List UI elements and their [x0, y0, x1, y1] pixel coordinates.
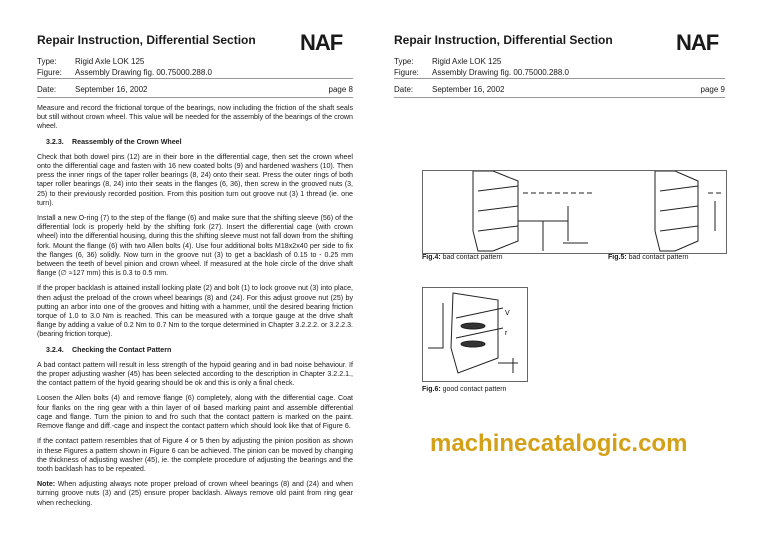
note-label: Note: — [37, 480, 56, 489]
paragraph: Loosen the Allen bolts (4) and remove flange (6) completely, along with the differential cage. Coat four flanks on the ring gear with a thin layer of oil based marking paint and assemble differential cage and flange. Turn the pinion to and fro such that the contact pattern is marked on the paint. Remove flange and diff.-cage and inspect the contact pattern which should look like that of Figure 6. — [37, 394, 353, 431]
paragraph: Install a new O-ring (7) to the step of the flange (6) and make sure that the shifting sleeve (56) of the differential lock is properly held by the shifting fork (27). Insert the differential cage (with crown wheel) into the differential housing, during this the shifting sleeve must not fall down from the shifting fork. Mount the flange (6) with two Allen bolts (4). Use four additional bolts M18x2x40 per side to fix the flanges (6, 36) solidly. Now turn in the groove nut (3) to get a backlash of 0.15 to - 0.25 mm between the teeth of bevel pinion and crown wheel. If measured at the hole circle of the drive shaft flange (∅ ≈127 mm) this is 0.3 to 0.5 mm. — [37, 214, 353, 278]
paragraph: Measure and record the frictional torque of the bearings, now including the friction of the shaft seals but still without crown wheel. This value will be needed for the assembly of the bearings of the crown wheel. — [37, 104, 353, 131]
figure-4-5-frame — [422, 170, 727, 254]
divider — [394, 78, 725, 79]
type-label: Type: — [394, 57, 414, 66]
fig-caption: good contact pattern — [440, 386, 507, 393]
figure-label: Figure: — [394, 68, 419, 77]
note — [37, 480, 353, 508]
mark-r: r — [505, 330, 508, 337]
fig-label: Fig.6: — [422, 386, 441, 393]
naf-logo: NAF — [300, 30, 343, 55]
body-text — [37, 104, 353, 514]
figure-caption — [422, 254, 503, 261]
section-title: Checking the Contact Pattern — [72, 345, 172, 354]
figure-label: Figure: — [37, 68, 62, 77]
page-number: page 9 — [700, 85, 725, 94]
paragraph: If the contact pattern resembles that of Figure 4 or 5 then by adjusting the pinion position as shown in these Figures a pattern shown in Figure 6 can be achieved. The pinion can be moved by changing the thickness of adjusting washer (45), ie. the complete procedure of adjusting the bearings and the tooth backlash has to be repeated. — [37, 437, 353, 473]
naf-logo: NAF — [676, 30, 719, 55]
gear-diagram — [423, 171, 726, 253]
date-label: Date: — [37, 85, 57, 94]
type-label: Type: — [37, 57, 57, 66]
header-meta — [37, 56, 212, 78]
figure-caption — [422, 386, 506, 393]
fig-label: Fig.4: — [422, 254, 441, 261]
section-heading — [37, 346, 353, 355]
figure-caption — [608, 254, 689, 261]
section-title: Reassembly of the Crown Wheel — [72, 137, 182, 146]
divider — [37, 97, 353, 98]
fig-label: Fig.5: — [608, 254, 627, 261]
divider — [394, 97, 725, 98]
mark-v: V — [505, 310, 510, 317]
page-number: page 8 — [328, 85, 353, 94]
header-date — [394, 84, 725, 95]
fig-caption: bad contact pattern — [440, 254, 503, 261]
type-value: Rigid Axle LOK 125 — [75, 57, 145, 66]
paragraph: Check that both dowel pins (12) are in their bore in the differential cage, then set the crown wheel onto the differential cage and fasten with 16 new coated bolts (9) and hardened washers (10). Then press the inner rings of the taper roller bearings (8, 24) onto their seat. Press the outer rings of both taper roller bearings (8, 24) into their seats in the flanges (6, 36), then screw in the grooved nuts (3, 25) to their previously recorded position. From this position turn out groove nut (3) 1 thread (ie. one turn). — [37, 152, 353, 207]
page-title: Repair Instruction, Differential Section — [37, 33, 256, 47]
header-meta — [394, 56, 569, 78]
note-text: When adjusting always note proper preload of crown wheel bearings (8) and (24) and when turning groove nuts (3) and (25) ensure proper backlash. Always remove old paint from ring gear when rechecking. — [37, 480, 353, 507]
fig-caption: bad contact pattern — [626, 254, 689, 261]
figure-value: Assembly Drawing fig. 00.75000.288.0 — [75, 68, 212, 77]
paragraph: If the proper backlash is attained install locking plate (2) and bolt (1) to lock groove nut (3) into place, then adjust the preload of the crown wheel bearings (8) and (24). For this adjust groove nut (25) by putting an arbor into one of the grooves and hitting with a hammer, until the desired bearing friction torque of 1.0 to 3.0 Nm is reached. This can be measured with a torque gauge at the drive shaft flange by adding a value of 0.2 Nm to 0.7 Nm to the torque determined in Chapter 3.2.2.2. or 3.2.2.3. (bearing friction torque). — [37, 284, 353, 339]
section-number: 3.2.4. — [46, 345, 64, 354]
date-label: Date: — [394, 85, 414, 94]
header-date — [37, 84, 353, 95]
divider — [37, 78, 353, 79]
page-title: Repair Instruction, Differential Section — [394, 33, 613, 47]
section-number: 3.2.3. — [46, 137, 64, 146]
figure-value: Assembly Drawing fig. 00.75000.288.0 — [432, 68, 569, 77]
paragraph: A bad contact pattern will result in less strength of the hypoid gearing and in bad noise behaviour. If the proper adjusting washer (45) has been selected according to the description in Chapter 3.2.2.1., the contact pattern of the hyoid gearing should be ok and this is only a final check. — [37, 360, 353, 388]
date-value: September 16, 2002 — [75, 85, 148, 94]
figure-6-frame — [422, 287, 528, 382]
type-value: Rigid Axle LOK 125 — [432, 57, 502, 66]
date-value: September 16, 2002 — [432, 85, 505, 94]
watermark: machinecatalogic.com — [430, 430, 688, 457]
gear-diagram — [423, 288, 527, 381]
section-heading — [37, 138, 353, 147]
